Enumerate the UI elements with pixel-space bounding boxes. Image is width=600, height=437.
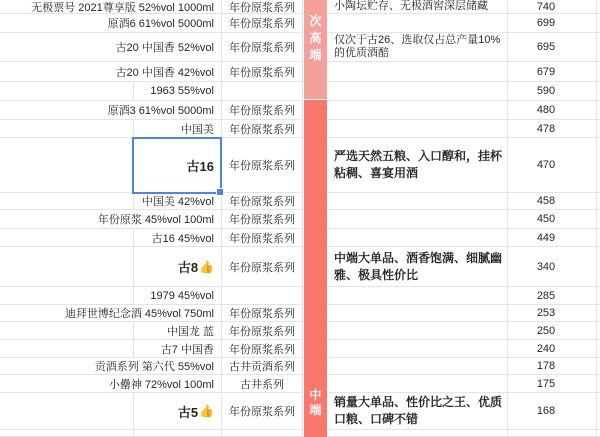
product-name: 原酒6 61%vol 5000ml [107, 18, 214, 30]
series-cell[interactable]: 年份原浆系列 [222, 0, 303, 14]
description-cell[interactable] [327, 340, 508, 358]
price-cell[interactable]: 458 [508, 193, 597, 210]
product-cell[interactable] [0, 322, 222, 340]
col-a-spacer [0, 193, 134, 209]
col-a-spacer [0, 340, 134, 357]
product-cell[interactable] [0, 305, 222, 322]
col-a-spacer [0, 430, 134, 436]
description-cell[interactable] [327, 229, 508, 247]
product-cell[interactable] [0, 430, 222, 437]
description-cell[interactable] [327, 138, 508, 193]
product-cell[interactable] [0, 393, 222, 430]
table-row [0, 101, 600, 120]
product-name: 中国美 42%vol [141, 196, 214, 208]
product-cell[interactable] [0, 120, 222, 138]
price-cell[interactable]: 590 [508, 82, 597, 101]
product-name: 1963 55%vol [150, 85, 214, 97]
series-cell[interactable]: 年份原浆系列 [222, 33, 303, 62]
product-name: 古8 [177, 260, 199, 275]
table-row [0, 0, 600, 14]
description-cell[interactable] [327, 101, 508, 120]
price-cell[interactable]: 168 [508, 393, 597, 430]
description-cell[interactable] [327, 193, 508, 210]
price-cell[interactable] [508, 430, 597, 437]
col-a-spacer [0, 120, 134, 137]
series-cell[interactable]: 年份原浆系列 [222, 229, 303, 247]
price-cell[interactable]: 175 [508, 375, 597, 393]
table-row [0, 120, 600, 138]
product-name: 贡酒系列 第六代 55%vol [94, 361, 214, 373]
active-cell-selection [132, 137, 222, 194]
price-cell[interactable]: 695 [508, 33, 597, 62]
category-label-mid: 中 端 [309, 388, 322, 417]
category-band-subhigh[interactable] [304, 0, 327, 99]
series-cell[interactable]: 年份原浆系列 [222, 305, 303, 322]
table-row [0, 375, 600, 393]
description-cell[interactable] [327, 247, 508, 287]
product-cell[interactable] [0, 229, 222, 247]
price-cell[interactable]: 740 [508, 0, 597, 14]
table-row [0, 305, 600, 322]
series-cell[interactable]: 古井系列 [222, 375, 303, 393]
product-name: 1979 45%vol [150, 289, 214, 302]
table-row [0, 393, 600, 430]
col-a-spacer [0, 322, 134, 339]
description-cell[interactable] [327, 305, 508, 322]
description-text: 小陶坛贮存、无极酒窖深层储藏 [334, 0, 488, 12]
price-cell[interactable]: 480 [508, 101, 597, 120]
description-cell[interactable] [327, 33, 508, 62]
description-cell[interactable] [327, 62, 508, 82]
product-cell[interactable] [0, 62, 222, 82]
product-cell[interactable] [0, 287, 222, 305]
col-a-spacer [0, 82, 134, 100]
table-row [0, 193, 600, 210]
table-row [0, 82, 600, 101]
series-cell[interactable]: 年份原浆系列 [222, 393, 303, 430]
series-cell[interactable]: 年份原浆系列 [222, 340, 303, 358]
product-cell[interactable] [0, 14, 222, 33]
series-cell[interactable]: 年份原浆系列 [222, 210, 303, 229]
series-cell[interactable] [222, 82, 303, 101]
product-name: 小罍神 72%vol 100ml [108, 378, 214, 391]
price-cell[interactable]: 240 [508, 340, 597, 358]
product-cell[interactable] [0, 340, 222, 358]
price-cell[interactable]: 470 [508, 138, 597, 193]
description-cell[interactable] [327, 82, 508, 101]
table-row [0, 358, 600, 375]
product-name: 迪拜世博纪念酒 45%vol 750ml [64, 308, 214, 320]
product-cell[interactable] [0, 101, 222, 120]
description-text: 销量大单品、性价比之王、优质口粮、口碑不错 [334, 395, 503, 426]
table-row [0, 322, 600, 340]
table-row [0, 14, 600, 33]
series-cell[interactable]: 年份原浆系列 [222, 138, 303, 193]
description-cell[interactable] [327, 393, 508, 430]
series-cell[interactable] [222, 430, 303, 437]
description-cell[interactable] [327, 210, 508, 229]
product-name: 古16 45%vol [151, 232, 214, 245]
thumbs-up-icon: 👍 [199, 404, 214, 418]
product-cell[interactable] [0, 193, 222, 210]
series-cell[interactable]: 年份原浆系列 [222, 322, 303, 340]
product-cell[interactable] [0, 82, 222, 101]
price-cell[interactable]: 178 [508, 358, 597, 375]
thumbs-up-icon: 👍 [199, 259, 214, 274]
product-cell[interactable] [0, 358, 222, 375]
description-cell[interactable] [327, 375, 508, 393]
table-row [0, 33, 600, 62]
product-cell[interactable] [0, 0, 222, 14]
table-row [0, 229, 600, 247]
table-row [0, 210, 600, 229]
col-a-spacer [0, 393, 134, 429]
product-name: 古20 中国香 52%vol [115, 42, 214, 54]
description-cell[interactable] [327, 358, 508, 375]
description-cell[interactable] [327, 0, 508, 14]
product-name: 无极票号 2021尊享版 52%vol 1000ml [31, 1, 214, 14]
table-row [0, 430, 600, 437]
product-name: 原酒3 61%vol 5000ml [107, 105, 214, 117]
series-cell[interactable]: 年份原浆系列 [222, 14, 303, 33]
price-cell[interactable]: 250 [508, 322, 597, 340]
series-cell[interactable]: 年份原浆系列 [222, 120, 303, 138]
product-name: 古5 [177, 404, 199, 420]
price-cell[interactable]: 285 [508, 287, 597, 305]
price-cell[interactable]: 253 [508, 305, 597, 322]
price-cell[interactable]: 699 [508, 14, 597, 33]
product-name: 古20 中国香 42%vol [115, 66, 214, 79]
description-cell[interactable] [327, 120, 508, 138]
series-cell[interactable]: 年份原浆系列 [222, 62, 303, 82]
product-cell[interactable] [0, 247, 222, 287]
series-cell[interactable]: 年份原浆系列 [222, 101, 303, 120]
table-row [0, 247, 600, 287]
product-cell[interactable] [0, 375, 222, 393]
description-text: 中端大单品、酒香饱满、细腻幽雅、极具性价比 [334, 250, 503, 282]
fill-handle[interactable] [216, 188, 224, 196]
description-text: 仅次于古26、选取仅占总产量10%的优质酒醅 [334, 34, 501, 59]
col-a-spacer [0, 287, 134, 304]
series-cell[interactable]: 古井贡酒系列 [222, 358, 303, 375]
price-cell[interactable]: 478 [508, 120, 597, 138]
description-cell[interactable] [327, 322, 508, 340]
table-row [0, 340, 600, 358]
product-name: 古7 中国香 [160, 343, 214, 356]
product-name: 年份原浆 45%vol 100ml [97, 214, 214, 226]
table-row [0, 287, 600, 305]
product-name: 古16 [186, 158, 214, 174]
table-row [0, 138, 600, 193]
description-cell[interactable] [327, 430, 508, 437]
product-cell[interactable] [0, 210, 222, 229]
product-cell[interactable] [0, 33, 222, 62]
description-text: 严选天然五粮、入口醇和，挂杯粘稠、喜宴用酒 [334, 149, 503, 180]
category-band-mid[interactable] [304, 100, 327, 437]
col-a-spacer [0, 247, 134, 286]
price-cell[interactable]: 679 [508, 62, 597, 82]
description-cell[interactable] [327, 14, 508, 33]
series-cell[interactable]: 年份原浆系列 [222, 247, 303, 287]
table-row [0, 62, 600, 82]
product-name: 中国龙 蓝 [166, 325, 214, 338]
description-cell[interactable] [327, 287, 508, 305]
price-cell[interactable]: 340 [508, 247, 597, 287]
col-a-spacer [0, 229, 134, 246]
category-label-subhigh: 次 高 端 [309, 14, 322, 62]
price-cell[interactable]: 449 [508, 229, 597, 247]
price-cell[interactable]: 450 [508, 210, 597, 229]
series-cell[interactable] [222, 287, 303, 305]
product-name: 中国美 [181, 123, 214, 136]
series-cell[interactable]: 年份原浆系列 [222, 193, 303, 210]
